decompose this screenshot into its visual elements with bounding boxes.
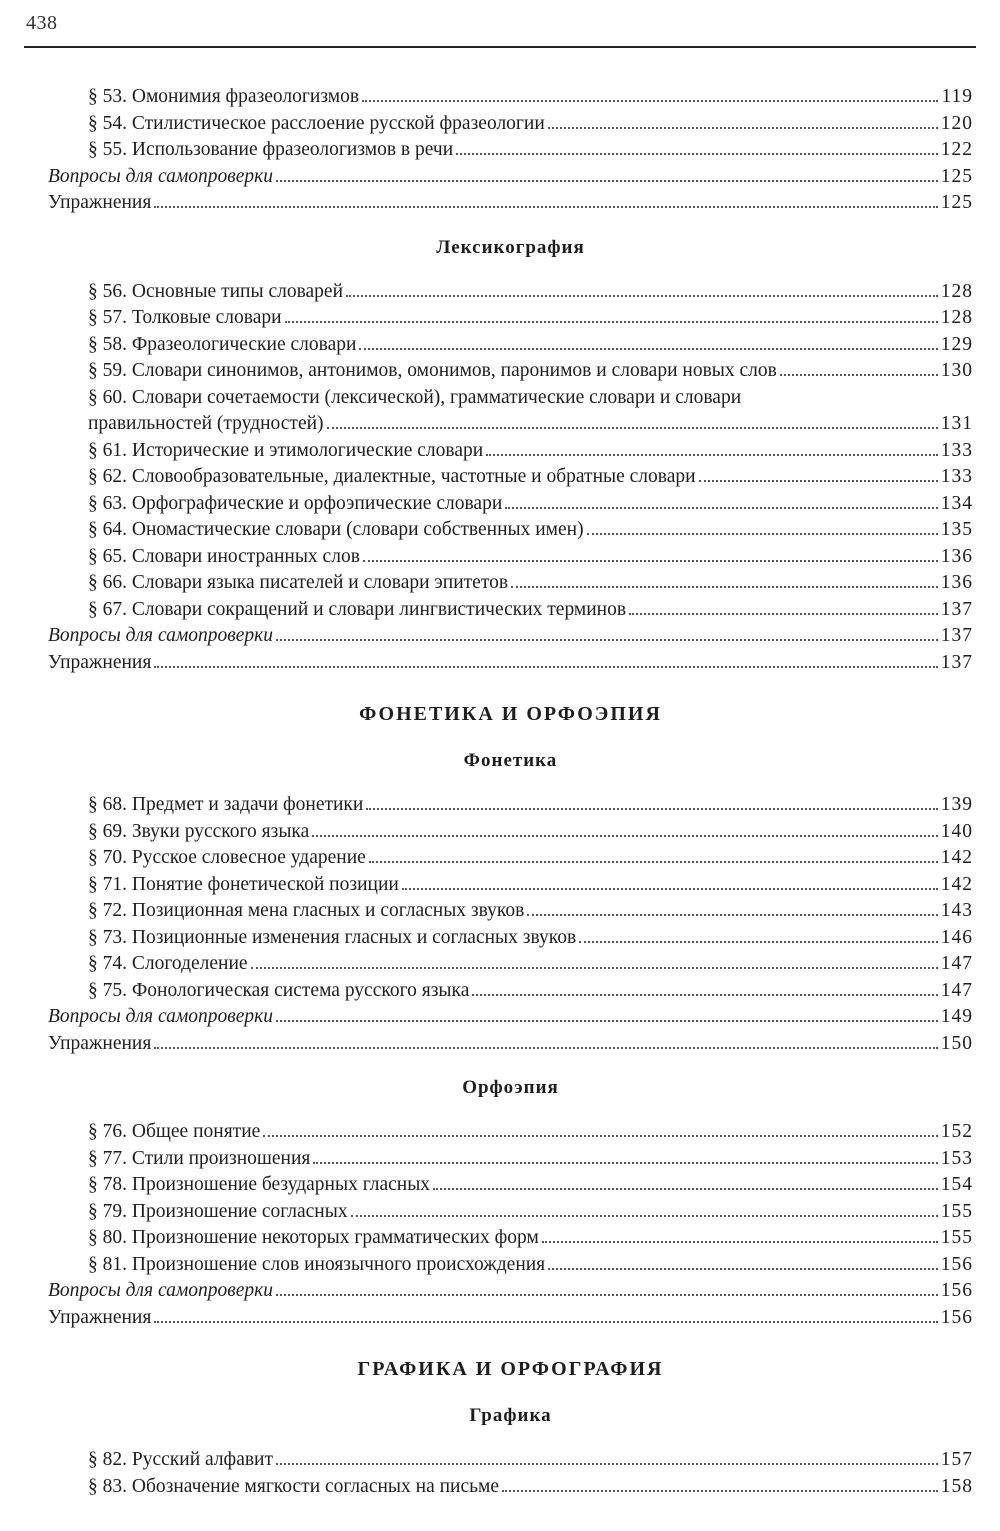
toc-exercises[interactable]: Упражнения 137 xyxy=(48,651,973,673)
toc-entry-80[interactable]: § 80. Произношение некоторых грамматических форм 155 xyxy=(88,1227,973,1248)
header-rule xyxy=(24,46,976,48)
heading-phonetics-orthoepy: ФОНЕТИКА И ОРФОЭПИЯ xyxy=(359,703,662,725)
toc-entry-56[interactable]: § 56. Основные типы словарей 128 xyxy=(88,280,973,302)
subheading-lexicography: Лексикография xyxy=(436,236,585,258)
toc-entry-53[interactable]: § 53. Омонимия фразеологизмов 119 xyxy=(88,86,973,107)
toc-content xyxy=(48,84,973,1500)
toc-questions[interactable]: Вопросы для самопроверки 125 xyxy=(48,165,973,187)
toc-entry-76[interactable]: § 76. Общее понятие 152 xyxy=(88,1121,973,1142)
toc-entry-63[interactable]: § 63. Орфографические и орфоэпические словари 134 xyxy=(88,492,973,514)
toc-entry-74[interactable]: § 74. Слогоделение 147 xyxy=(88,953,973,974)
page-number: 438 xyxy=(26,12,58,34)
toc-entry-58[interactable]: § 58. Фразеологические словари 129 xyxy=(88,333,973,355)
toc-entry-60[interactable]: § 60. Словари сочетаемости (лексической), грамматические словари и словари правильностей (трудностей) 131 xyxy=(88,386,973,434)
toc-entry-57[interactable]: § 57. Толковые словари 128 xyxy=(88,307,973,328)
toc-questions[interactable]: Вопросы для самопроверки 156 xyxy=(48,1280,973,1301)
toc-entry-65[interactable]: § 65. Словари иностранных слов 136 xyxy=(88,545,973,567)
toc-questions[interactable]: Вопросы для самопроверки 149 xyxy=(48,1006,973,1027)
toc-entry-71[interactable]: § 71. Понятие фонетической позиции 142 xyxy=(88,873,973,895)
subheading-graphics: Графика xyxy=(469,1405,552,1426)
toc-entry-64[interactable]: § 64. Ономастические словари (словари собственных имен) 135 xyxy=(88,519,973,540)
toc-entry-81[interactable]: § 81. Произношение слов иноязычного происхождения 156 xyxy=(88,1253,973,1275)
toc-questions[interactable]: Вопросы для самопроверки 137 xyxy=(48,625,973,646)
heading-graphics-orthography: ГРАФИКА И ОРФОГРАФИЯ xyxy=(357,1358,664,1380)
toc-entry-70[interactable]: § 70. Русское словесное ударение 142 xyxy=(88,847,973,868)
toc-entry-72[interactable]: § 72. Позиционная мена гласных и согласных звуков 143 xyxy=(88,900,973,921)
toc-entry-54[interactable]: § 54. Стилистическое расслоение русской фразеологии 120 xyxy=(88,112,973,134)
toc-entry-61[interactable]: § 61. Исторические и этимологические словари 133 xyxy=(88,439,973,461)
toc-entry-69[interactable]: § 69. Звуки русского языка 140 xyxy=(88,820,973,842)
toc-entry-59[interactable]: § 59. Словари синонимов, антонимов, омонимов, паронимов и словари новых слов 130 xyxy=(88,360,973,381)
toc-entry-79[interactable]: § 79. Произношение согласных 155 xyxy=(88,1200,973,1222)
toc-entry-66[interactable]: § 66. Словари языка писателей и словари эпитетов 136 xyxy=(88,572,973,593)
toc-entry-78[interactable]: § 78. Произношение безударных гласных 154 xyxy=(88,1174,973,1195)
toc-entry-68[interactable]: § 68. Предмет и задачи фонетики 139 xyxy=(88,794,973,815)
toc-entry-73[interactable]: § 73. Позиционные изменения гласных и согласных звуков 146 xyxy=(88,926,973,948)
subheading-phonetics: Фонетика xyxy=(463,750,558,771)
toc-exercises[interactable]: Упражнения 125 xyxy=(48,192,973,213)
toc-entry-82[interactable]: § 82. Русский алфавит 157 xyxy=(88,1449,973,1470)
toc-entry-55[interactable]: § 55. Использование фразеологизмов в речи 122 xyxy=(88,139,973,160)
toc-entry-83[interactable]: § 83. Обозначение мягкости согласных на письме 158 xyxy=(88,1475,973,1497)
toc-entry-67[interactable]: § 67. Словари сокращений и словари лингвистических терминов 137 xyxy=(88,598,973,620)
toc-exercises[interactable]: Упражнения 156 xyxy=(48,1306,973,1328)
toc-entry-62[interactable]: § 62. Словообразовательные, диалектные, частотные и обратные словари 133 xyxy=(88,466,973,487)
subheading-orthoepy: Орфоэпия xyxy=(462,1077,559,1098)
toc-entry-77[interactable]: § 77. Стили произношения 153 xyxy=(88,1147,973,1169)
toc-entry-75[interactable]: § 75. Фонологическая система русского языка 147 xyxy=(88,979,973,1001)
toc-exercises[interactable]: Упражнения 150 xyxy=(48,1032,973,1054)
